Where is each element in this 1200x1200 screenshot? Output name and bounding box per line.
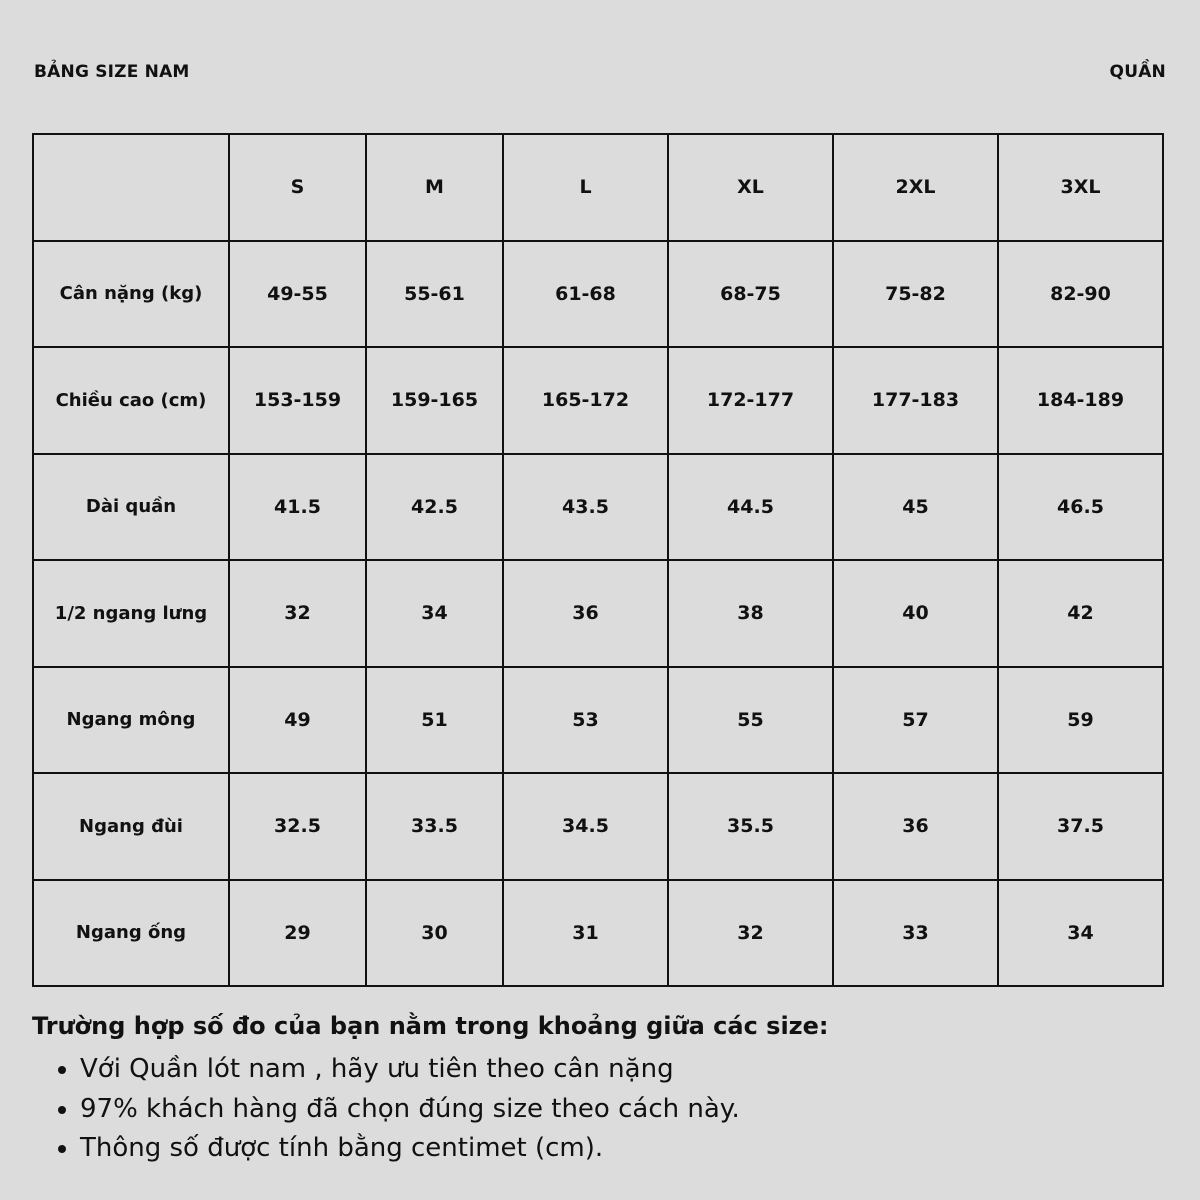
table-cell: 184-189 (998, 347, 1163, 454)
table-cell: 57 (833, 667, 998, 774)
size-header: L (503, 134, 668, 241)
table-cell: 38 (668, 560, 833, 667)
row-label: Ngang đùi (33, 773, 229, 880)
table-cell: 42.5 (366, 454, 503, 561)
size-header: S (229, 134, 366, 241)
table-cell: 40 (833, 560, 998, 667)
table-cell: 49 (229, 667, 366, 774)
table-row (33, 667, 1163, 774)
row-label: Dài quần (33, 454, 229, 561)
row-label: Chiều cao (cm) (33, 347, 229, 454)
table-cell: 75-82 (833, 241, 998, 348)
table-row (33, 454, 1163, 561)
row-label: Cân nặng (kg) (33, 241, 229, 348)
table-cell: 43.5 (503, 454, 668, 561)
table-row (33, 773, 1163, 880)
table-cell: 46.5 (998, 454, 1163, 561)
row-label: Ngang mông (33, 667, 229, 774)
size-header: M (366, 134, 503, 241)
table-cell: 82-90 (998, 241, 1163, 348)
row-label: Ngang ống (33, 880, 229, 987)
table-cell: 34.5 (503, 773, 668, 880)
list-item: • 97% khách hàng đã chọn đúng size theo cách này. (80, 1090, 740, 1130)
table-cell: 32 (229, 560, 366, 667)
table-cell: 51 (366, 667, 503, 774)
list-item: • Thông số được tính bằng centimet (cm). (80, 1129, 740, 1169)
table-row (33, 241, 1163, 348)
size-table (32, 133, 1164, 987)
table-cell: 44.5 (668, 454, 833, 561)
table-cell: 172-177 (668, 347, 833, 454)
size-header: XL (668, 134, 833, 241)
table-cell: 31 (503, 880, 668, 987)
table-cell: 177-183 (833, 347, 998, 454)
table-cell: 55-61 (366, 241, 503, 348)
table-cell: 165-172 (503, 347, 668, 454)
table-row (33, 880, 1163, 987)
table-cell: 153-159 (229, 347, 366, 454)
table-cell: 37.5 (998, 773, 1163, 880)
notes-list (32, 1050, 740, 1169)
table-cell: 33.5 (366, 773, 503, 880)
table-cell: 61-68 (503, 241, 668, 348)
table-cell: 68-75 (668, 241, 833, 348)
table-cell: 42 (998, 560, 1163, 667)
size-header: 2XL (833, 134, 998, 241)
table-cell: 55 (668, 667, 833, 774)
table-cell: 159-165 (366, 347, 503, 454)
notes-title: Trường hợp số đo của bạn nằm trong khoảng giữa các size: (32, 1012, 829, 1040)
table-cell: 45 (833, 454, 998, 561)
table-cell: 49-55 (229, 241, 366, 348)
table-cell: 41.5 (229, 454, 366, 561)
table-cell: 35.5 (668, 773, 833, 880)
table-cell: 33 (833, 880, 998, 987)
table-cell: 29 (229, 880, 366, 987)
table-corner-cell (33, 134, 229, 241)
table-cell: 34 (366, 560, 503, 667)
chart-title: BẢNG SIZE NAM (34, 62, 190, 82)
table-cell: 36 (503, 560, 668, 667)
product-category: QUẦN (1109, 62, 1166, 82)
size-header: 3XL (998, 134, 1163, 241)
table-row (33, 347, 1163, 454)
table-header-row (33, 134, 1163, 241)
table-cell: 32.5 (229, 773, 366, 880)
table-cell: 32 (668, 880, 833, 987)
table-cell: 36 (833, 773, 998, 880)
list-item: • Với Quần lót nam , hãy ưu tiên theo cân nặng (80, 1050, 740, 1090)
table-row (33, 560, 1163, 667)
table-cell: 59 (998, 667, 1163, 774)
table-cell: 30 (366, 880, 503, 987)
table-cell: 53 (503, 667, 668, 774)
table-cell: 34 (998, 880, 1163, 987)
row-label: 1/2 ngang lưng (33, 560, 229, 667)
